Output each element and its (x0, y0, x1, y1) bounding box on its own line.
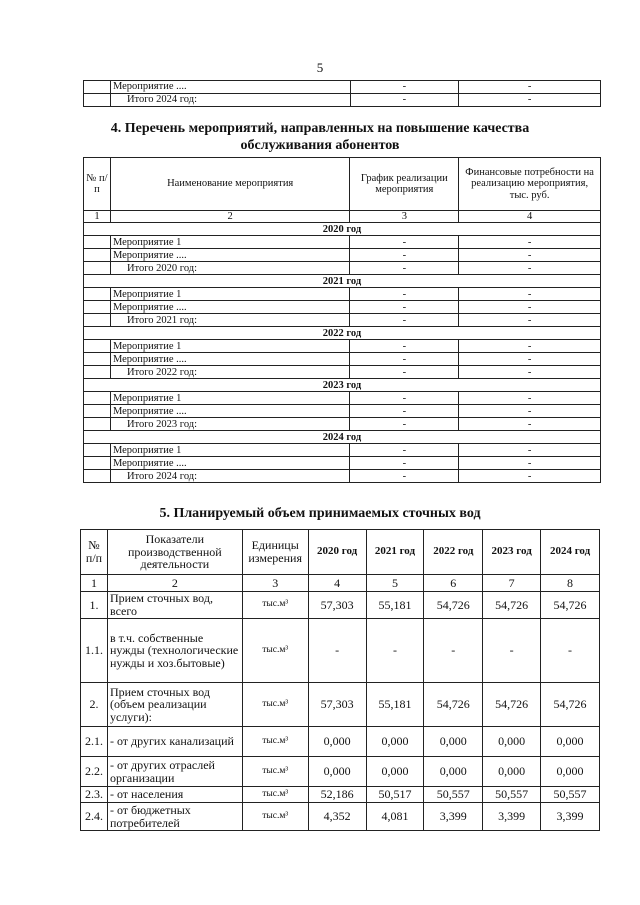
year-row: 2023 год (84, 379, 601, 392)
indicator-label: Прием сточных вод, всего (107, 592, 242, 619)
total-label: Итого 2023 год: (110, 418, 349, 431)
activity-name: Мероприятие .... (110, 457, 349, 470)
unit-cell: тыс.м³ (242, 803, 308, 831)
row-num: 2. (81, 683, 108, 727)
value-cell: 57,303 (308, 592, 366, 619)
header-year: 2021 год (366, 530, 424, 575)
total-label: Итого 2022 год: (110, 366, 349, 379)
value-cell: 0,000 (366, 757, 424, 787)
schedule-cell: - (350, 94, 459, 107)
value-cell: 54,726 (424, 592, 483, 619)
wastewater-volume-table (80, 529, 600, 831)
table-row (81, 803, 600, 831)
header-schedule: График реализации мероприятия (350, 158, 459, 211)
table-row (84, 81, 601, 94)
value-cell: 55,181 (366, 592, 424, 619)
header-year: 2022 год (424, 530, 483, 575)
value-cell: - (366, 619, 424, 683)
activity-name: Мероприятие .... (110, 81, 350, 94)
row-num: 1.1. (81, 619, 108, 683)
unit-cell: тыс.м³ (242, 727, 308, 757)
value-cell: 0,000 (483, 727, 541, 757)
value-cell: 0,000 (366, 727, 424, 757)
header-num: № п/п (84, 158, 111, 211)
activity-name: Мероприятие 1 (110, 444, 349, 457)
header-finance: Финансовые потребности на реализацию мероприятия, тыс. руб. (459, 158, 601, 211)
value-cell: 57,303 (308, 683, 366, 727)
table-row (81, 619, 600, 683)
table-row: Мероприятие 1 - - (84, 236, 601, 249)
activity-name: Мероприятие .... (110, 353, 349, 366)
indicator-rows (81, 592, 600, 831)
section5-title: 5. Планируемый объем принимаемых сточных вод (159, 506, 481, 521)
top-carryover-table (83, 80, 601, 107)
indicator-label: - от других отраслей организации (107, 757, 242, 787)
row-num: 1. (81, 592, 108, 619)
header-year: 2024 год (541, 530, 600, 575)
row-num: 2.1. (81, 727, 108, 757)
value-cell: 0,000 (483, 757, 541, 787)
table-row: Мероприятие .... - - (84, 457, 601, 470)
table-row: Итого 2020 год: - - (84, 262, 601, 275)
value-cell: 52,186 (308, 787, 366, 803)
activity-name: Мероприятие 1 (110, 340, 349, 353)
table-row: Мероприятие .... - - (84, 353, 601, 366)
indicator-label: - от бюджетных потребителей (107, 803, 242, 831)
table-row: Итого 2023 год: - - (84, 418, 601, 431)
indicator-label: - от населения (107, 787, 242, 803)
header-num: № п/п (81, 530, 108, 575)
value-cell: 0,000 (424, 757, 483, 787)
unit-cell: тыс.м³ (242, 619, 308, 683)
indicator-label: - от других канализаций (107, 727, 242, 757)
activity-name: Мероприятие .... (110, 249, 349, 262)
year-row: 2020 год (84, 223, 601, 236)
table-row (81, 683, 600, 727)
table-row (81, 757, 600, 787)
activity-name: Мероприятие 1 (110, 236, 349, 249)
value-cell: 0,000 (541, 757, 600, 787)
value-cell: 54,726 (483, 592, 541, 619)
table-row: Мероприятие 1 - - (84, 444, 601, 457)
value-cell: - (483, 619, 541, 683)
total-label: Итого 2024 год: (110, 470, 349, 483)
activities-table (83, 157, 601, 483)
value-cell: 55,181 (366, 683, 424, 727)
value-cell: 50,557 (424, 787, 483, 803)
value-cell: 54,726 (424, 683, 483, 727)
table-row (81, 592, 600, 619)
unit-cell: тыс.м³ (242, 757, 308, 787)
activity-name: Мероприятие 1 (110, 392, 349, 405)
header-year: 2023 год (483, 530, 541, 575)
value-cell: 4,352 (308, 803, 366, 831)
value-cell: 0,000 (424, 727, 483, 757)
table-row: Мероприятие 1 - - (84, 288, 601, 301)
table-header-row (84, 158, 601, 211)
value-cell: 50,557 (483, 787, 541, 803)
value-cell: 0,000 (541, 727, 600, 757)
header-unit: Единицы измерения (242, 530, 308, 575)
value-cell: 54,726 (541, 683, 600, 727)
table-row (84, 94, 601, 107)
value-cell: - (424, 619, 483, 683)
column-numbers-row: 1 2 3 4 5 6 7 8 (81, 575, 600, 592)
table-row: Мероприятие 1 - - (84, 340, 601, 353)
table-row: Мероприятие .... - - (84, 249, 601, 262)
unit-cell: тыс.м³ (242, 683, 308, 727)
table-row: Мероприятие .... - - (84, 301, 601, 314)
table-row: Итого 2024 год: - - (84, 470, 601, 483)
year-row: 2021 год (84, 275, 601, 288)
activity-name: Мероприятие .... (110, 301, 349, 314)
year-row: 2022 год (84, 327, 601, 340)
header-name: Наименование мероприятия (110, 158, 349, 211)
year-row: 2024 год (84, 431, 601, 444)
row-num: 2.2. (81, 757, 108, 787)
header-year: 2020 год (308, 530, 366, 575)
value-cell: 0,000 (308, 727, 366, 757)
total-label: Итого 2021 год: (110, 314, 349, 327)
finance-cell: - (459, 81, 601, 94)
value-cell: 3,399 (424, 803, 483, 831)
row-num: 2.3. (81, 787, 108, 803)
total-label: Итого 2024 год: (110, 94, 350, 107)
row-num: 2.4. (81, 803, 108, 831)
finance-cell: - (459, 94, 601, 107)
page-number: 5 (316, 60, 324, 75)
indicator-label: Прием сточных вод (объем реализации услуги): (107, 683, 242, 727)
value-cell: 3,399 (483, 803, 541, 831)
table-row: Мероприятие .... - - (84, 405, 601, 418)
unit-cell: тыс.м³ (242, 592, 308, 619)
total-label: Итого 2020 год: (110, 262, 349, 275)
value-cell: 4,081 (366, 803, 424, 831)
table-row: Итого 2022 год: - - (84, 366, 601, 379)
value-cell: - (541, 619, 600, 683)
table-header-row (81, 530, 600, 575)
header-indicator: Показатели производственной деятельности (107, 530, 242, 575)
activity-name: Мероприятие .... (110, 405, 349, 418)
table-row: Мероприятие 1 - - (84, 392, 601, 405)
value-cell: 54,726 (541, 592, 600, 619)
indicator-label: в т.ч. собственные нужды (технологические нужды и хоз.бытовые) (107, 619, 242, 683)
activity-name: Мероприятие 1 (110, 288, 349, 301)
value-cell: 50,557 (541, 787, 600, 803)
column-numbers-row: 1 2 3 4 (84, 211, 601, 223)
section4-title: 4. Перечень мероприятий, направленных на повышение качества обслуживания абонентов (110, 121, 530, 153)
schedule-cell: - (350, 81, 459, 94)
table-row (81, 787, 600, 803)
value-cell: - (308, 619, 366, 683)
value-cell: 3,399 (541, 803, 600, 831)
value-cell: 50,517 (366, 787, 424, 803)
table-row (81, 727, 600, 757)
value-cell: 54,726 (483, 683, 541, 727)
value-cell: 0,000 (308, 757, 366, 787)
table-row: Итого 2021 год: - - (84, 314, 601, 327)
unit-cell: тыс.м³ (242, 787, 308, 803)
